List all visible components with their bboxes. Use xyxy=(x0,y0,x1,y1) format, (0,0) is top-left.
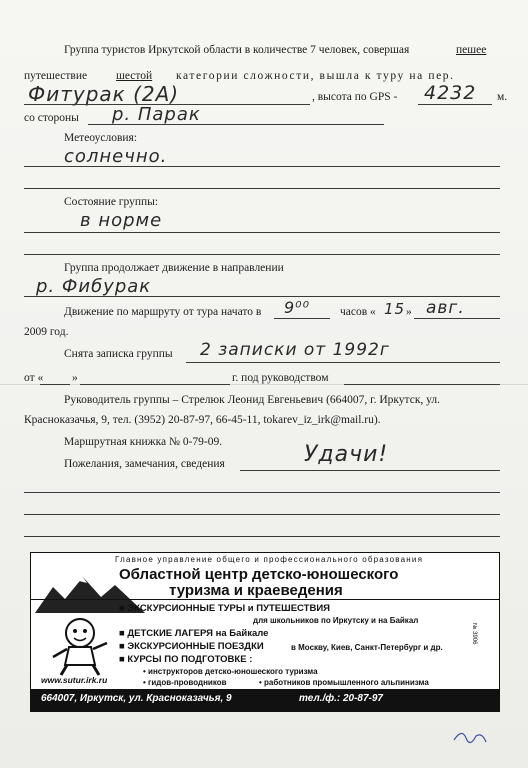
ad-website: www.sutur.irk.ru xyxy=(41,675,108,685)
text-line-3: , высота по GPS - xyxy=(312,91,398,103)
fill-line xyxy=(274,318,330,319)
fill-line xyxy=(80,384,230,385)
text-line-11a: от « xyxy=(24,372,44,384)
fill-line xyxy=(24,296,500,297)
ad-item-4-label: КУРСЫ ПО ПОДГОТОВКЕ : xyxy=(127,654,253,665)
ad-address: 664007, Иркутск, ул. Красноказачья, 9 xyxy=(41,693,232,704)
ad-item-1-label: ЭКСКУРСИОННЫЕ ТУРЫ и ПУТЕШЕСТВИЯ xyxy=(127,603,330,614)
text-line-10: Снята записка группы xyxy=(64,348,173,360)
fill-line xyxy=(24,232,500,233)
ad-course-3: • работников промышленного альпинизма xyxy=(259,678,429,687)
text-line-11b: » xyxy=(72,372,78,384)
handwritten-month: авг. xyxy=(426,298,465,318)
text-line-1-underlined: пешее xyxy=(456,44,487,56)
handwritten-weather: солнечно. xyxy=(64,146,168,167)
fill-line xyxy=(414,318,500,319)
ad-phone: тел./ф.: 20-87-97 xyxy=(299,693,383,704)
fill-line xyxy=(24,254,500,255)
text-line-12: Руководитель группы – Стрелюк Леонид Евгеньевич (664007, г. Иркутск, ул. xyxy=(64,394,441,406)
fill-line xyxy=(24,492,500,493)
fill-line xyxy=(24,514,500,515)
ad-item-4: ■ КУРСЫ ПО ПОДГОТОВКЕ : xyxy=(119,654,253,665)
ad-item-3-label: ЭКСКУРСИОННЫЕ ПОЕЗДКИ xyxy=(127,641,264,652)
text-line-8b: часов « xyxy=(340,306,376,318)
fill-line xyxy=(24,188,500,189)
ad-title-1: Областной центр детско-юношеского xyxy=(119,566,399,583)
text-line-8c: » xyxy=(406,306,412,318)
handwritten-day: 15 xyxy=(384,300,406,318)
ad-stamp xyxy=(30,552,500,712)
ad-item-3: ■ ЭКСКУРСИОННЫЕ ПОЕЗДКИ xyxy=(119,641,264,652)
text-line-9: 2009 год. xyxy=(24,326,69,338)
text-line-2c: категории сложности, вышла к туру на пер. xyxy=(176,70,455,82)
ad-item-2-label: ДЕТСКИЕ ЛАГЕРЯ на Байкале xyxy=(127,628,269,639)
fill-line xyxy=(186,362,500,363)
ad-divider xyxy=(31,599,499,600)
fill-line xyxy=(24,536,500,537)
handwritten-state: в норме xyxy=(80,210,163,231)
ad-item-3-sub: в Москву, Киев, Санкт-Петербург и др. xyxy=(291,643,443,652)
handwritten-hour: 9⁰⁰ xyxy=(284,298,311,317)
ad-header: Главное управление общего и профессионального образования xyxy=(115,555,424,564)
text-line-15: Пожелания, замечания, сведения xyxy=(64,458,225,470)
text-line-4: со стороны xyxy=(24,112,79,124)
fill-line xyxy=(88,124,384,125)
fill-line xyxy=(24,166,500,167)
ad-course-2: • гидов-проводников xyxy=(143,678,227,687)
text-line-2a: путешествие xyxy=(24,70,88,82)
ad-item-1-sub: для школьников по Иркутску и на Байкал xyxy=(253,616,419,625)
fill-line xyxy=(240,470,500,471)
text-line-14: Маршрутная книжка № 0-79-09. xyxy=(64,436,223,448)
hiker-mascot-icon xyxy=(47,615,113,677)
text-line-6: Состояние группы: xyxy=(64,196,159,208)
ad-item-1: ■ ЭКСКУРСИОННЫЕ ТУРЫ и ПУТЕШЕСТВИЯ xyxy=(119,603,330,614)
text-line-1: Группа туристов Иркутской области в количестве 7 человек, совершая xyxy=(64,44,410,56)
text-line-8a: Движение по маршруту от тура начато в xyxy=(64,306,262,318)
handwritten-note: 2 записки от 1992г xyxy=(200,340,390,360)
fill-line xyxy=(40,384,70,385)
text-line-7: Группа продолжает движение в направлении xyxy=(64,262,284,274)
handwritten-height: 4232 xyxy=(424,82,477,104)
fill-line xyxy=(344,384,500,385)
fill-line xyxy=(418,104,492,105)
signature-scribble xyxy=(452,724,488,746)
handwritten-direction: р. Фибурак xyxy=(36,276,152,297)
ad-course-1: • инструкторов детско-юношеского туризма xyxy=(143,667,318,676)
text-line-2-underlined: шестой xyxy=(116,70,153,82)
text-line-13: Красноказачья, 9, тел. (3952) 20-87-97, 66-45-11, tokarev_iz_irk@mail.ru). xyxy=(24,414,381,426)
handwritten-pass: Фитурак (2А) xyxy=(28,82,180,106)
handwritten-wishes: Удачи! xyxy=(304,442,389,467)
ad-footer xyxy=(31,689,499,711)
text-line-3b: м. xyxy=(497,91,508,103)
handwritten-side: р. Парак xyxy=(112,104,201,125)
text-line-11c: г. под руководством xyxy=(232,372,329,384)
ad-title-2: туризма и краеведения xyxy=(169,582,343,599)
ad-vertical-number: № 3906 xyxy=(471,623,477,645)
ad-item-2: ■ ДЕТСКИЕ ЛАГЕРЯ на Байкале xyxy=(119,628,269,639)
text-line-5: Метеоусловия: xyxy=(64,132,138,144)
